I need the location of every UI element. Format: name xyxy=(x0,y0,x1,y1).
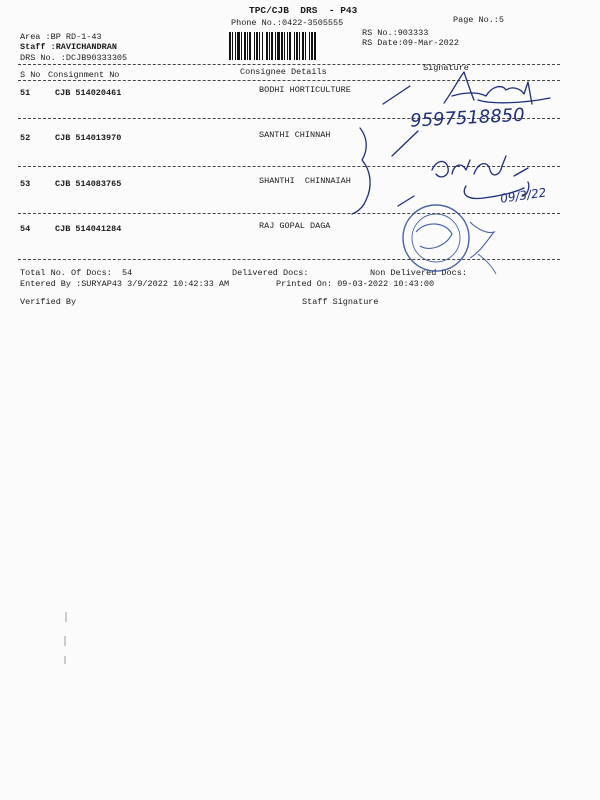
row-consignment: CJB 514013970 xyxy=(55,133,122,143)
rs-date: RS Date:09-Mar-2022 xyxy=(362,38,459,48)
entered-by: Entered By :SURYAP43 3/9/2022 10:42:33 AM xyxy=(20,279,230,289)
handwritten-phone: 9597518850 xyxy=(409,104,526,132)
row-sno: 52 xyxy=(20,133,31,143)
non-delivered-docs: Non Delivered Docs: xyxy=(370,268,467,278)
total-docs: Total No. Of Docs: 54 xyxy=(20,268,133,278)
col-sno: S No xyxy=(20,70,41,80)
staff-label: Staff :RAVICHANDRAN xyxy=(20,42,117,52)
row-sno: 53 xyxy=(20,179,31,189)
printed-on: Printed On: 09-03-2022 10:43:00 xyxy=(276,279,435,289)
row-consignee: SHANTHI CHINNAIAH xyxy=(259,176,351,186)
row-sno: 51 xyxy=(20,88,31,98)
col-consignment: Consignment No xyxy=(48,70,120,80)
col-consignee: Consignee Details xyxy=(240,67,327,77)
area-label: Area :BP RD-1-43 xyxy=(20,32,102,42)
row-consignee: BODHI HORTICULTURE xyxy=(259,85,351,95)
row-sno: 54 xyxy=(20,224,31,234)
phone-number: Phone No.:0422-3505555 xyxy=(231,18,344,28)
row-consignment: CJB 514041284 xyxy=(55,224,122,234)
drs-number: DRS No. :DCJB90333305 xyxy=(20,53,128,63)
signature-scribble xyxy=(383,72,550,104)
row-consignee: RAJ GOPAL DAGA xyxy=(259,221,331,231)
drs-title: TPC/CJB DRS - P43 xyxy=(249,5,358,16)
col-signature: Signature xyxy=(423,63,469,73)
signature-mark xyxy=(398,196,414,206)
signature-mark xyxy=(392,131,418,156)
bracket-mark xyxy=(352,128,370,214)
row-consignee: SANTHI CHINNAH xyxy=(259,130,331,140)
office-stamp xyxy=(403,205,496,274)
staff-signature-label: Staff Signature xyxy=(302,297,379,307)
rs-number: RS No.:903333 xyxy=(362,28,429,38)
verified-by: Verified By xyxy=(20,297,77,307)
delivered-docs: Delivered Docs: xyxy=(232,268,309,278)
handwritten-date: 09/3/22 xyxy=(499,185,548,206)
row-consignment: CJB 514083765 xyxy=(55,179,122,189)
row-consignment: CJB 514020461 xyxy=(55,88,122,98)
page-number: Page No.:5 xyxy=(453,15,505,25)
